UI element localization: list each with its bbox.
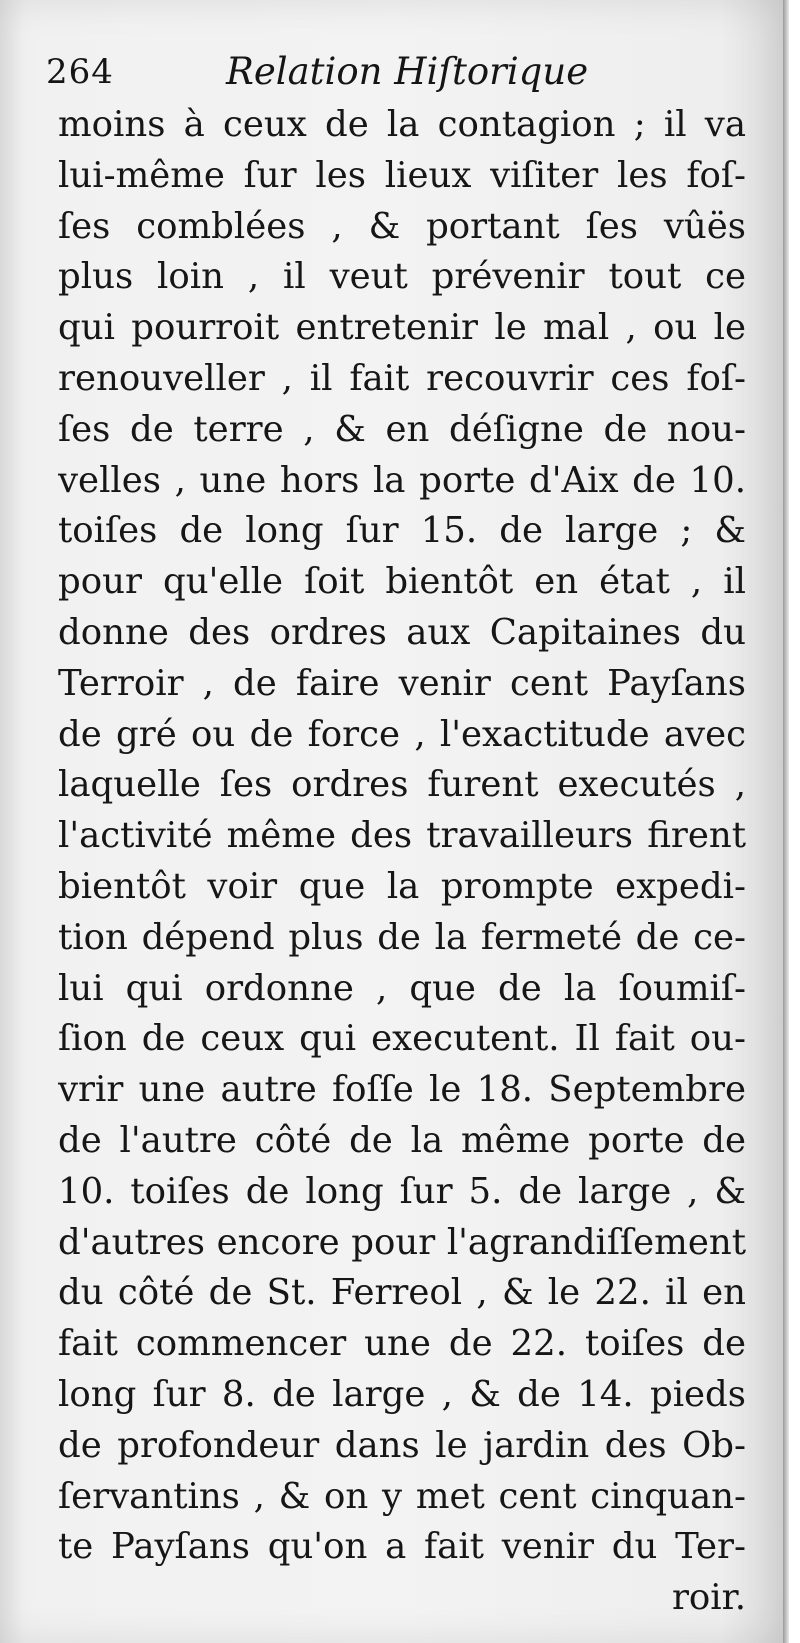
text-line: qui pourroit entretenir le mal , ou le <box>58 307 746 349</box>
text-line: ſes comblées , & portant ſes vûës <box>58 205 746 247</box>
text-line: lui qui ordonne , que de la ſoumiſ- <box>58 967 746 1009</box>
text-line: de l'autre côté de la même porte de <box>58 1119 746 1161</box>
text-line: vrir une autre foſſe le 18. Septembre <box>58 1069 746 1111</box>
text-line: du côté de St. Ferreol , & le 22. il en <box>58 1272 746 1314</box>
text-line: plus loin , il veut prévenir tout ce <box>58 256 746 298</box>
text-line: roir. <box>671 1577 746 1619</box>
page-number: 264 <box>46 52 114 92</box>
text-line: pour qu'elle ſoit bientôt en état , il <box>58 561 746 603</box>
text-line: toiſes de long ſur 15. de large ; & <box>58 510 746 552</box>
text-line: velles , une hors la porte d'Aix de 10. <box>58 459 746 501</box>
text-line: long ſur 8. de large , & de 14. pieds <box>58 1373 746 1415</box>
text-line: de profondeur dans le jardin des Ob- <box>58 1424 746 1466</box>
body-text <box>58 100 746 1624</box>
text-line: l'activité même des travailleurs firent <box>58 815 746 857</box>
text-line: moins à ceux de la contagion ; il va <box>58 104 746 145</box>
text-line: Terroir , de faire venir cent Payſans <box>58 662 746 704</box>
text-line: d'autres encore pour l'agrandiſſement <box>58 1221 746 1263</box>
page-header <box>46 48 746 98</box>
text-line: renouveller , il fait recouvrir ces foſ- <box>58 357 746 399</box>
text-line: ſion de ceux qui executent. Il fait ou- <box>58 1018 746 1060</box>
text-line: te Payſans qu'on a fait venir du Ter- <box>58 1526 746 1568</box>
text-line: ſes de terre , & en déſigne de nou- <box>58 408 746 450</box>
text-line: lui-même ſur les lieux viſiter les foſ- <box>58 154 746 196</box>
text-line: bientôt voir que la prompte expedi- <box>58 865 746 907</box>
text-line: donne des ordres aux Capitaines du <box>58 611 746 653</box>
running-head: Relation Hiſtorique <box>226 50 589 93</box>
text-line: de gré ou de force , l'exactitude avec <box>58 713 746 755</box>
text-line: laquelle ſes ordres furent executés , <box>58 764 746 806</box>
text-line: ſervantins , & on y met cent cinquan- <box>58 1475 746 1517</box>
text-line: tion dépend plus de la fermeté de ce- <box>58 916 746 958</box>
text-line: fait commencer une de 22. toiſes de <box>58 1323 746 1365</box>
text-line: 10. toiſes de long ſur 5. de large , & <box>58 1170 746 1212</box>
